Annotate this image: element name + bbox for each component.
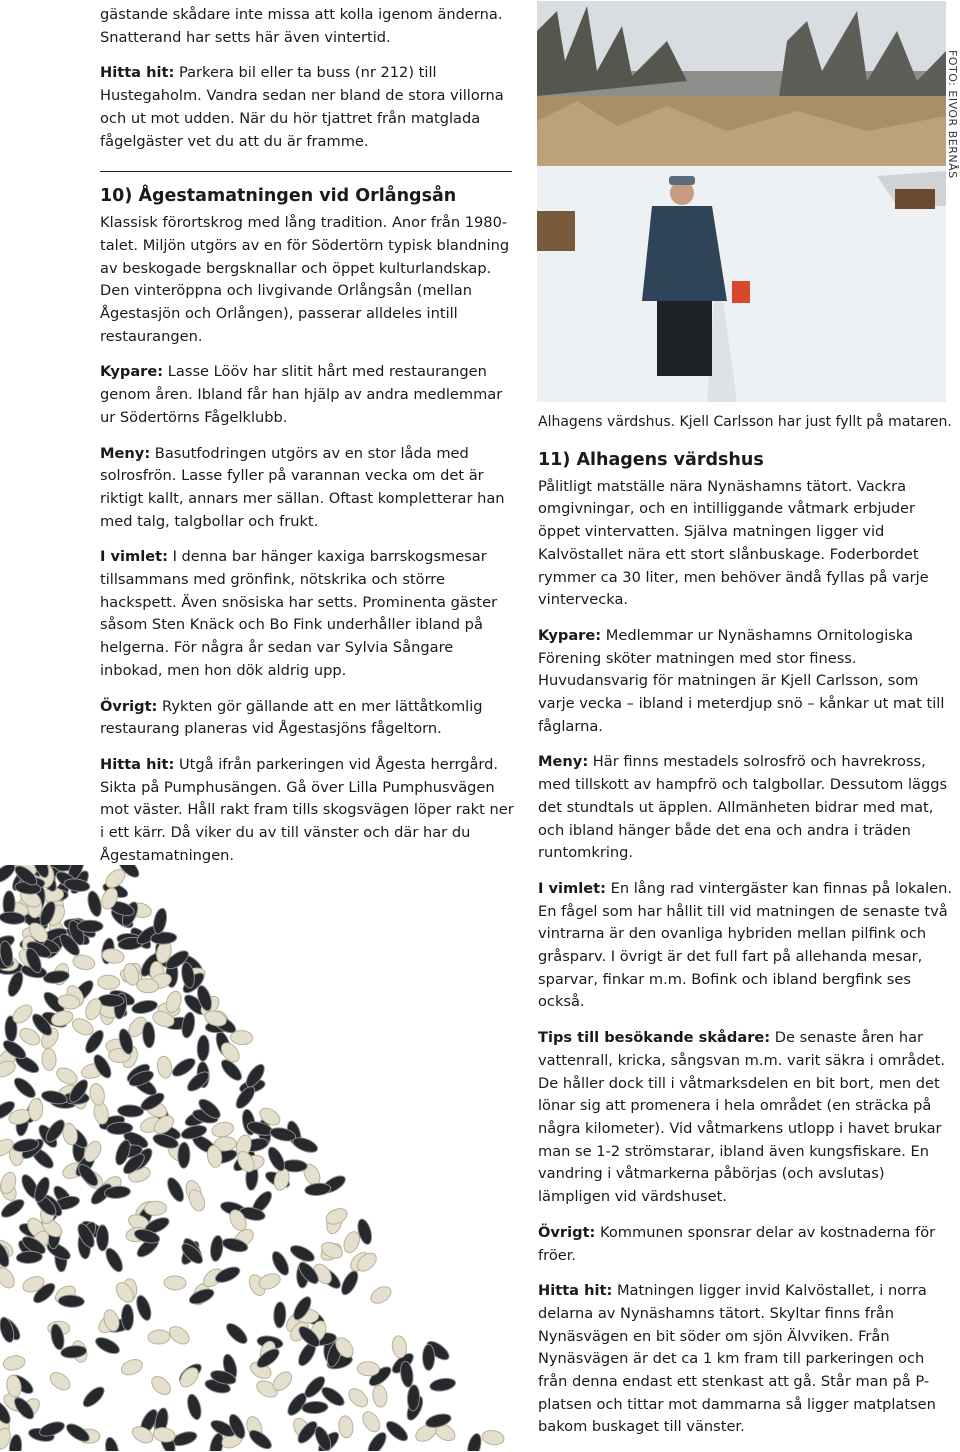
seed: [365, 1430, 390, 1451]
paragraph-label: Kypare:: [538, 626, 602, 644]
seed: [121, 1304, 133, 1330]
seed: [372, 1384, 389, 1408]
section-title-alhagen: 11) Alhagens värdshus: [538, 449, 764, 470]
seed: [97, 975, 120, 990]
seed: [180, 1011, 196, 1039]
seed: [16, 1251, 43, 1264]
seed: [164, 1175, 186, 1204]
seed: [273, 1302, 286, 1328]
paragraph-text: Utgå ifrån parkeringen vid Ågesta herrgård. Sikta på Pumphusängen. Gå över Lilla Pumphusvägen mot väster. Håll rakt fram tills skogsvägen löper rakt ner i ett kärr. Då viker du av till vänster och där har du Ågestamatningen.: [100, 755, 514, 864]
seed: [170, 1055, 198, 1079]
seed: [144, 1201, 166, 1216]
seed: [368, 1283, 394, 1306]
seed: [58, 1295, 84, 1308]
seed: [103, 1246, 126, 1275]
seed: [423, 1344, 435, 1370]
paragraph-text: I denna bar hänger kaxiga barrskogsmesar tillsammans med grönfink, nötskrika och större hackspett. Även snösiska har setts. Prominenta gäster såsom Sten Knäck och Bo Fink underhåller ibland på helgerna. För några år sedan var Sylvia Sångare inbokad, men hon dök aldrig upp.: [100, 548, 498, 679]
seed: [0, 1265, 18, 1291]
paragraph-text: Klassisk förortskrog med lång tradition. Anor från 1980-talet. Miljön utgörs av en för Södertörn typisk blandning av beskogade bergsknallar och öppet kulturlandskap. Den vinteröppna och livgivande Orlångsån (mellan Ågestasjön och Orlången), passerar alldeles intill restaurangen.: [100, 214, 510, 345]
seed: [304, 1182, 331, 1196]
seed: [80, 1384, 107, 1411]
seed: [213, 1264, 242, 1286]
left-column: [100, 4, 514, 881]
seed: [148, 1373, 174, 1398]
seed: [42, 1048, 57, 1070]
paragraph: [538, 878, 954, 1014]
paragraph: [538, 1222, 954, 1267]
seed: [134, 1294, 154, 1322]
paragraph-text: Medlemmar ur Nynäshamns Ornitologiska Förening sköter matningen med stor finess. Huvudansvarig för matningen är Kjell Carlsson, som varje vecka – ibland i meterdjup snö – kånkar ut mat till fåglarna.: [538, 626, 945, 735]
seed: [93, 1334, 122, 1356]
seed: [288, 1242, 317, 1264]
paragraph: [100, 443, 514, 534]
seed: [119, 1357, 145, 1378]
paragraph-label: Övrigt:: [538, 1223, 596, 1241]
seed: [11, 1075, 38, 1101]
seed: [117, 1104, 144, 1117]
seed: [152, 907, 169, 935]
seed: [156, 1055, 174, 1079]
paragraph-text: De senaste åren har vattenrall, kricka, sångsvan m.m. varit säkra i området. De håller dock till i våtmarksdelen en bit bort, men det lönar sig att promenera i hela området (en sträcka på några kilometer). Vid våtmarkens utlopp i havet brukar man se 1-2 strömstarar, ibland även kungsfiskare. En vandring i våtmarkerna påbörjas (och avslutas) lämpligen vid värdshuset.: [538, 1029, 945, 1206]
seed: [164, 1275, 187, 1290]
section-body: [538, 476, 954, 1439]
seed: [383, 1418, 410, 1444]
intro-directions: Hitta hit: Parkera bil eller ta buss (nr 212) till Hustegaholm. Vandra sedan ner bland de stora villorna och ut mot udden. När du hör tjattret från matglada fågelgäster vet du att du är framme.: [100, 64, 504, 150]
section-body: [100, 212, 514, 867]
seed: [481, 1429, 505, 1447]
paragraph: [100, 754, 514, 868]
seed: [28, 1098, 44, 1121]
seed: [72, 953, 96, 971]
seed: [338, 1415, 355, 1439]
paragraph: [538, 1280, 954, 1439]
intro-paragraph: gästande skådare inte missa att kolla igenom änderna. Snatterand har setts här även vintertid.: [100, 6, 503, 46]
seed: [399, 1361, 415, 1388]
photo-credit: FOTO: EIVOR BERNÅS: [946, 50, 959, 179]
seed: [197, 1035, 210, 1061]
paragraph-text: Basutfodringen utgörs av en stor låda med solrosfrön. Lasse fyller på varannan vecka om det är riktigt kallt, annars mer sällan. Oftast kompletterar han med talg, talgbollar och frukt.: [100, 444, 505, 530]
paragraph-text: Kommunen sponsrar delar av kostnaderna för fröer.: [538, 1223, 936, 1264]
paragraph-label: I vimlet:: [100, 548, 168, 566]
seed: [338, 1269, 361, 1298]
seed: [148, 1329, 171, 1344]
seed: [88, 1082, 106, 1106]
seed: [103, 1436, 121, 1451]
paragraph-label: Meny:: [100, 444, 151, 462]
seed: [97, 1225, 109, 1251]
seed: [86, 890, 104, 918]
seed: [302, 1401, 329, 1414]
seed: [185, 1393, 203, 1421]
seed: [47, 1369, 73, 1393]
seed: [359, 1409, 383, 1435]
paragraph-text: Pålitligt matställe nära Nynäshamns tätort. Vackra omgivningar, och en intilliggande våtmark erbjuder öppet vintervatten. Själva matningen ligger vid Kalvöstallet nära ett stort slånbuskage. Foderbordet rymmer ca 30 liter, men behöver ändå fyllas på varje vintervecka.: [538, 477, 929, 609]
seed: [357, 1361, 380, 1376]
sunflower-seeds-illustration: [0, 865, 510, 1451]
paragraph-text: Rykten gör gällande att en mer lättåtkomlig restaurang planeras vid Ågestasjöns fågeltorn.: [100, 697, 483, 738]
paragraph: [100, 696, 514, 741]
paragraph-label: Tips till besökande skådare:: [538, 1029, 771, 1047]
paragraph-label: Övrigt:: [100, 697, 158, 715]
paragraph-label: Kypare:: [100, 363, 164, 381]
photo-alhagen: [537, 1, 946, 402]
right-column: [538, 411, 954, 1452]
paragraph-label: Hitta hit:: [100, 755, 175, 773]
photo-caption: Alhagens värdshus. Kjell Carlsson har just fyllt på mataren.: [538, 414, 952, 430]
paragraph-text: Matningen ligger invid Kalvöstallet, i norra delarna av Nynäshamns tätort. Skyltar finns från Nynäsvägen en bit söder om sjön Älvviken. Från Nynäsvägen är det ca 1 km fram till parkeringen och från denna endast ett stenkast att gå. Står man på P-platsen och tittar mot dammarna så ligger matplatsen bakom buskaget till vänster.: [538, 1282, 936, 1436]
paragraph: [538, 625, 954, 739]
section-title-agestamatningen: 10) Ågestamatningen vid Orlångsån: [100, 186, 457, 207]
seed: [345, 1385, 371, 1410]
paragraph: [538, 476, 954, 612]
winter-scene-illustration: [537, 1, 946, 402]
seed: [77, 920, 103, 932]
paragraph: [100, 546, 514, 682]
seed: [209, 1235, 224, 1262]
seed: [223, 1320, 250, 1347]
paragraph-label: Hitta hit:: [538, 1282, 613, 1300]
section-divider: [100, 171, 512, 172]
paragraph: [100, 212, 514, 348]
seed: [142, 1022, 155, 1049]
paragraph-label: I vimlet:: [538, 879, 606, 897]
seed: [178, 1142, 190, 1168]
paragraph-text: Här finns mestadels solrosfrö och havrekross, med tillskott av hampfrö och talgbollar. Dessutom läggs det stundtals ut äpplen. Allmänheten bidrar med mat, och ibland hänger både det ena och andra i träden runtomkring.: [538, 753, 948, 862]
paragraph: [538, 751, 954, 865]
seed: [265, 1145, 288, 1174]
paragraph-text: En lång rad vintergäster kan finnas på lokalen. En fågel som har hållit till vid matningen de senaste två vintrarna är den ovanliga hybriden mellan pilfink och gråsparv. I övrigt är det full fart på allehanda mesar, sparvar, finkar m.m. Bofink och ibland bergfink ses också.: [538, 879, 953, 1011]
seed: [465, 1432, 483, 1451]
paragraph-text: Lasse Lööv har slitit hårt med restaurangen genom åren. Ibland får han hjälp av andra medlemmar ur Södertörns Fågelklubb.: [100, 363, 503, 426]
paragraph: [538, 1027, 954, 1209]
seed: [2, 1354, 26, 1372]
seed: [429, 1377, 457, 1393]
paragraph-label: Meny:: [538, 753, 589, 771]
paragraph: [100, 361, 514, 429]
